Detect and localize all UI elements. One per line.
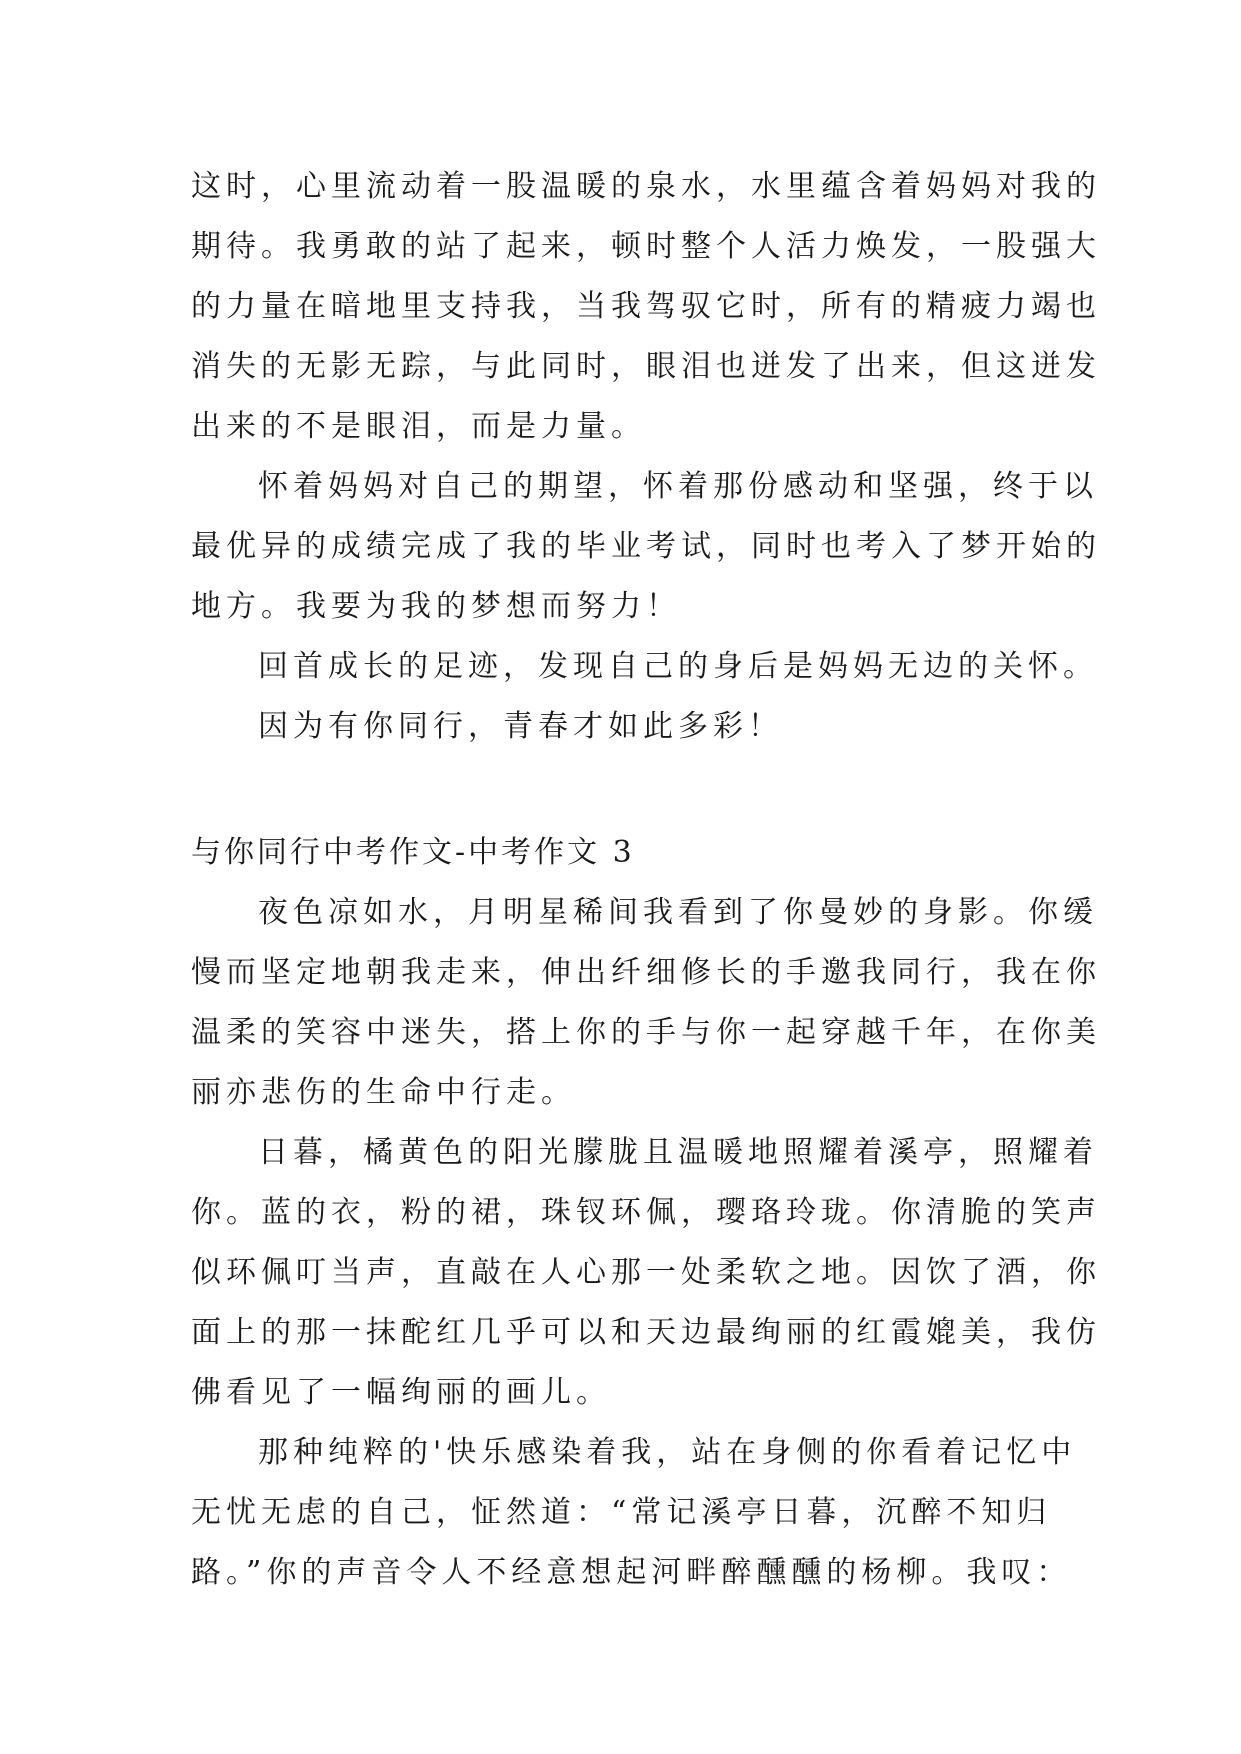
text-line: 日暮，橘黄色的阳光朦胧且温暖地照耀着溪亭，照耀着 [258,1135,1098,1170]
text-line: 丽亦悲伤的生命中行走。 [191,1075,576,1110]
text-line: 面上的那一抹酡红几乎可以和天边最绚丽的红霞媲美，我仿 [191,1315,1101,1350]
text-line: 佛看见了一幅绚丽的画儿。 [191,1375,611,1410]
paragraph-6 [191,1123,1101,1423]
text-line: 期待。我勇敢的站了起来，顿时整个人活力焕发，一股强大 [191,229,1101,264]
text-line: 夜色凉如水，月明星稀间我看到了你曼妙的身影。你缓 [258,895,1098,930]
text-line: 似环佩叮当声，直敲在人心那一处柔软之地。因饮了酒，你 [191,1255,1101,1290]
text-line: 怀着妈妈对自己的期望，怀着那份感动和坚强，终于以 [258,469,1098,504]
text-line: 最优异的成绩完成了我的毕业考试，同时也考入了梦开始的 [191,529,1101,564]
text-line: 的力量在暗地里支持我，当我驾驭它时，所有的精疲力竭也 [191,289,1101,324]
paragraph-4 [191,697,1061,757]
paragraph-7 [191,1423,1077,1603]
text-line: 这时，心里流动着一股温暖的泉水，水里蕴含着妈妈对我的 [191,169,1101,204]
text-line: 无忧无虑的自己，怔然道：“常记溪亭日暮，沉醉不知归 [191,1495,1052,1530]
text-line: 慢而坚定地朝我走来，伸出纤细修长的手邀我同行，我在你 [191,955,1101,990]
section-gap [191,757,1061,823]
text-line: 你。蓝的衣，粉的裙，珠钗环佩，璎珞玲珑。你清脆的笑声 [191,1195,1101,1230]
text-line: 路。”你的声音令人不经意想起河畔醉醺醺的杨柳。我叹： [191,1555,1072,1590]
text-line: 因为有你同行，青春才如此多彩！ [258,709,783,744]
text-line: 出来的不是眼泪，而是力量。 [191,409,646,444]
text-line: 温柔的笑容中迷失，搭上你的手与你一起穿越千年，在你美 [191,1015,1101,1050]
paragraph-5 [191,883,1101,1123]
text-line: 那种纯粹的'快乐感染着我，站在身侧的你看着记忆中 [258,1435,1077,1470]
section-heading [191,823,1061,883]
document-page [191,157,1101,1603]
text-line: 地方。我要为我的梦想而努力！ [191,589,681,624]
heading-text: 与你同行中考作文-中考作文 3 [191,835,635,870]
text-line: 消失的无影无踪，与此同时，眼泪也迸发了出来，但这迸发 [191,349,1101,384]
paragraph-1 [191,157,1101,457]
paragraph-3 [191,637,1098,697]
paragraph-2 [191,457,1101,637]
text-line: 回首成长的足迹，发现自己的身后是妈妈无边的关怀。 [258,649,1098,684]
